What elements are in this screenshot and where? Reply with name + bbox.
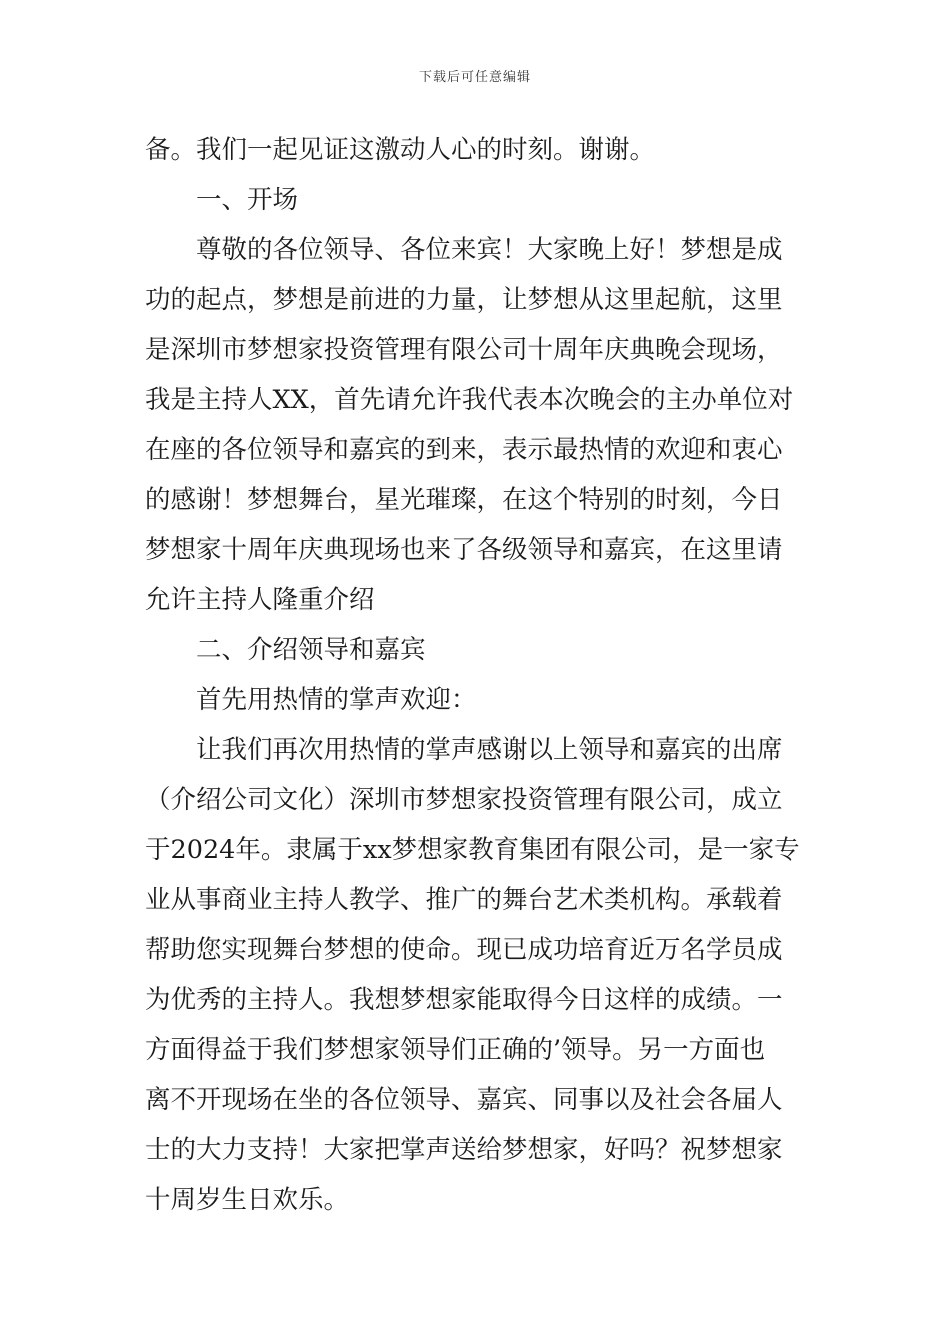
text-line: 的感谢！梦想舞台，星光璀璨，在这个特别的时刻，今日 — [145, 485, 783, 515]
text-line: 十周岁生日欢乐。 — [145, 1185, 350, 1215]
text-line: 备。我们一起见证这激动人心的时刻。谢谢。 — [145, 135, 656, 165]
text-line: 允许主持人隆重介绍 — [145, 585, 375, 615]
text-line: 首先用热情的掌声欢迎： — [196, 685, 477, 715]
text-line: 在座的各位领导和嘉宾的到来，表示最热情的欢迎和衷心 — [145, 435, 783, 465]
section-heading-introductions: 二、介绍领导和嘉宾 — [196, 635, 426, 665]
text-line: 尊敬的各位领导、各位来宾！大家晚上好！梦想是成 — [196, 235, 783, 265]
text-line: 帮助您实现舞台梦想的使命。现已成功培育近万名学员成 — [145, 935, 783, 965]
text-line: 梦想家十周年庆典现场也来了各级领导和嘉宾，在这里请 — [145, 535, 783, 565]
text-line: 于2024年。隶属于xx梦想家教育集团有限公司，是一家专 — [145, 835, 800, 865]
page-header: 下载后可任意编辑 — [418, 70, 531, 85]
document-body — [145, 125, 810, 1225]
text-line: 是深圳市梦想家投资管理有限公司十周年庆典晚会现场， — [145, 335, 783, 365]
section-heading-opening: 一、开场 — [196, 185, 299, 215]
text-line: 离不开现场在坐的各位领导、嘉宾、同事以及社会各届人 — [145, 1085, 783, 1115]
text-line: 士的大力支持！大家把掌声送给梦想家，好吗？祝梦想家 — [145, 1135, 783, 1165]
text-line: （介绍公司文化）深圳市梦想家投资管理有限公司，成立 — [145, 785, 783, 815]
text-line: 为优秀的主持人。我想梦想家能取得今日这样的成绩。一 — [145, 985, 783, 1015]
text-line: 让我们再次用热情的掌声感谢以上领导和嘉宾的出席 — [196, 735, 783, 765]
text-line: 功的起点，梦想是前进的力量，让梦想从这里起航，这里 — [145, 285, 783, 315]
text-line: 我是主持人XX，首先请允许我代表本次晚会的主办单位对 — [145, 385, 794, 415]
text-line: 业从事商业主持人教学、推广的舞台艺术类机构。承载着 — [145, 885, 783, 915]
text-line: 方面得益于我们梦想家领导们正确的’领导。另一方面也 — [145, 1035, 766, 1065]
